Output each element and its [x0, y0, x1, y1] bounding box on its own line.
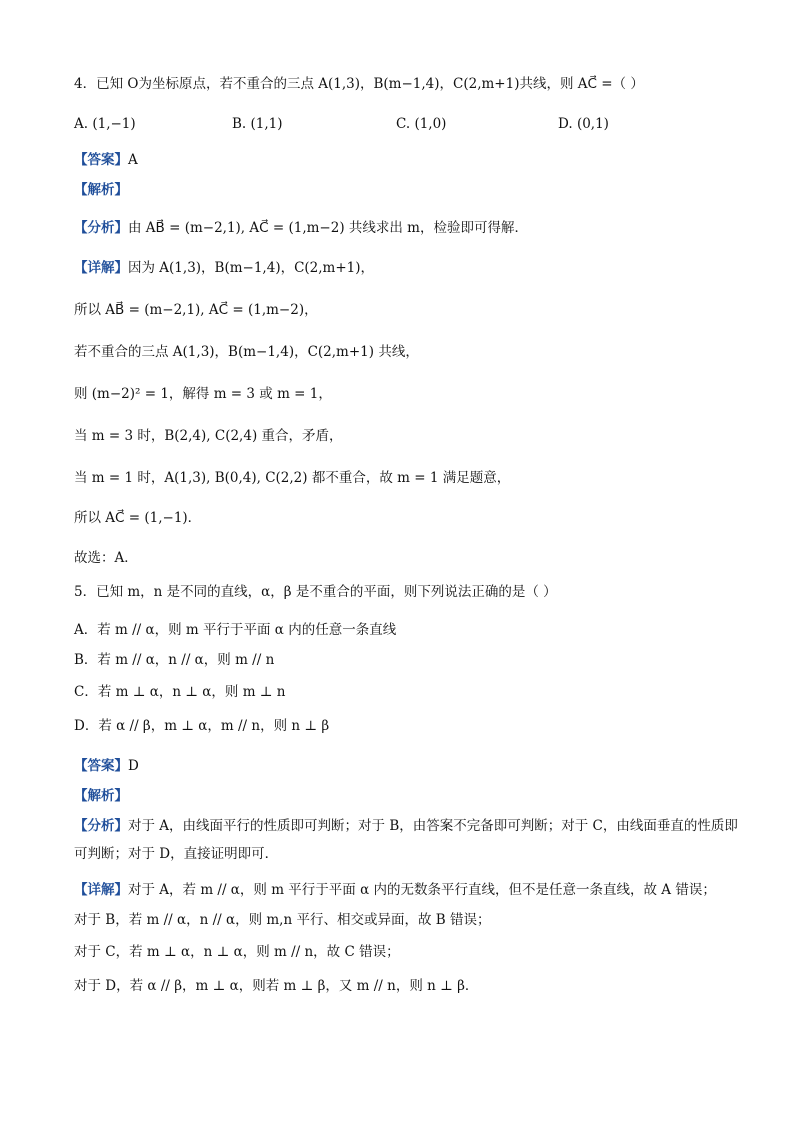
- q4-line: 当 m = 3 时，B(2,4), C(2,4) 重合，矛盾，: [74, 428, 343, 444]
- answer-tag: 【答案】: [74, 758, 128, 774]
- q4-conclusion: 故选：A．: [74, 550, 138, 566]
- q4-answer: [74, 150, 744, 170]
- q4-option-b: B. (1,1): [232, 116, 283, 132]
- q5-stem: 5．已知 m，n 是不同的直线，α，β 是不重合的平面，则下列说法正确的是（ ）: [74, 584, 557, 600]
- q4-analysis-tag: 【解析】: [74, 182, 128, 198]
- q5-option-a: A．若 m // α，则 m 平行于平面 α 内的任意一条直线: [74, 622, 397, 638]
- q5-answer: [74, 756, 744, 776]
- q4-option-a: A. (1,−1): [74, 116, 136, 132]
- q5-option-c: C．若 m ⊥ α，n ⊥ α，则 m ⊥ n: [74, 684, 286, 700]
- q5-xiangjie: 【详解】对于 A，若 m // α，则 m 平行于平面 α 内的无数条平行直线，但不是任意一条直线，故 A 错误；: [74, 882, 716, 898]
- q4-option-d: D. (0,1): [558, 116, 609, 132]
- q5-option-d: D．若 α // β，m ⊥ α，m // n，则 n ⊥ β: [74, 718, 330, 734]
- q4-fenxi: 【分析】由 AB⃗ = (m−2,1), AC⃗ = (1,m−2) 共线求出 m，检验即可得解．: [74, 220, 528, 236]
- q4-line: 所以 AC⃗ = (1,−1)．: [74, 510, 202, 526]
- q5-fenxi: 【分析】对于 A，由线面平行的性质即可判断；对于 B，由答案不完备即可判断；对于 C，由线面垂直的性质即可判断；对于 D，直接证明即可．: [74, 818, 738, 862]
- q4-line: 所以 AB⃗ = (m−2,1), AC⃗ = (1,m−2)，: [74, 302, 318, 318]
- q4-option-c: C. (1,0): [396, 116, 447, 132]
- q4-xiangjie: 【详解】因为 A(1,3)，B(m−1,4)，C(2,m+1)，: [74, 260, 375, 276]
- q4-options: [74, 114, 744, 134]
- q5-line: 对于 B，若 m // α，n // α，则 m,n 平行、相交或异面，故 B 错误；: [74, 912, 491, 928]
- q5-option-b: B．若 m // α，n // α，则 m // n: [74, 652, 275, 668]
- q5-line: 对于 D，若 α // β，m ⊥ α，则若 m ⊥ β，又 m // n，则 n ⊥ β．: [74, 978, 479, 994]
- answer-value: D: [128, 758, 139, 774]
- answer-value: A: [128, 152, 138, 168]
- q5-analysis-tag: 【解析】: [74, 788, 128, 804]
- q4-line: 当 m = 1 时，A(1,3), B(0,4), C(2,2) 都不重合，故 m = 1 满足题意，: [74, 470, 511, 486]
- q4-line: 若不重合的三点 A(1,3)，B(m−1,4)，C(2,m+1) 共线，: [74, 344, 419, 360]
- q5-line: 对于 C，若 m ⊥ α，n ⊥ α，则 m // n，故 C 错误；: [74, 944, 400, 960]
- q4-line: 则 (m−2)² = 1，解得 m = 3 或 m = 1，: [74, 386, 332, 402]
- answer-tag: 【答案】: [74, 152, 128, 168]
- q4-stem: 4．已知 O为坐标原点，若不重合的三点 A(1,3)，B(m−1,4)，C(2,m+1)共线，则 AC⃗ =（ ）: [74, 76, 644, 92]
